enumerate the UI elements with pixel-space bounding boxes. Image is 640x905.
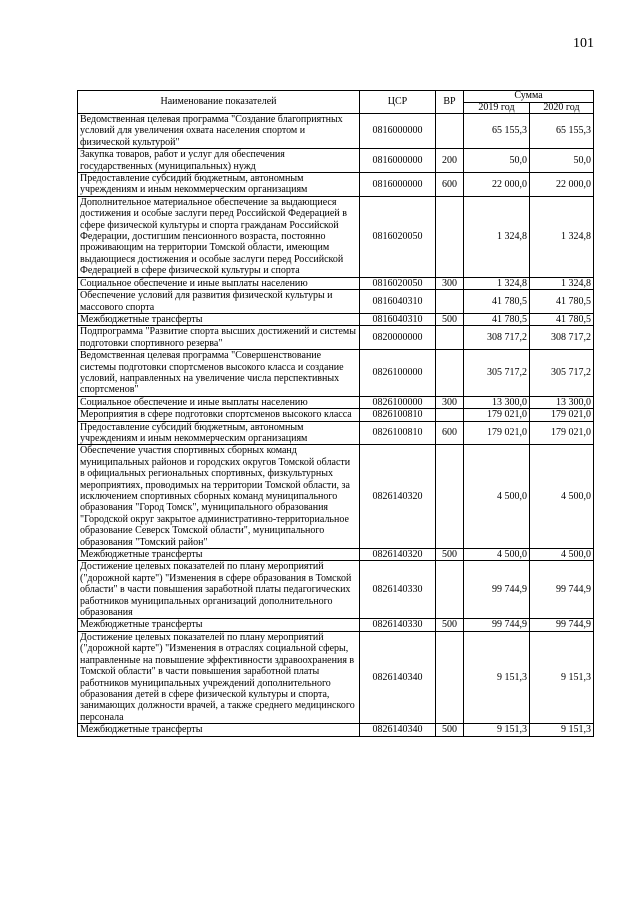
row-vr: 500: [436, 724, 464, 736]
table-row: [78, 549, 594, 561]
row-sum-2020: 22 000,0: [530, 173, 594, 197]
row-csr: 0826100000: [360, 396, 436, 408]
row-name: Достижение целевых показателей по плану мероприятий ("дорожной карте") "Изменения в сфере образования в Томской области" в части повышения заработной платы педагогических работников муниципальных организаций дополнительного образования: [78, 561, 360, 619]
row-csr: 0820000000: [360, 326, 436, 350]
table-row: [78, 149, 594, 173]
row-name: Межбюджетные трансферты: [78, 724, 360, 736]
row-sum-2019: 1 324,8: [464, 196, 530, 277]
header-sum: Сумма: [464, 91, 594, 103]
row-csr: 0826100810: [360, 421, 436, 445]
row-sum-2020: 1 324,8: [530, 277, 594, 289]
table-row: [78, 277, 594, 289]
header-name: Наименование показателей: [78, 91, 360, 114]
table-header: [78, 91, 594, 114]
row-vr: 600: [436, 421, 464, 445]
row-vr: [436, 350, 464, 397]
row-vr: [436, 196, 464, 277]
row-csr: 0826140320: [360, 549, 436, 561]
row-name: Предоставление субсидий бюджетным, автономным учреждениям и иным некоммерческим организациям: [78, 421, 360, 445]
row-sum-2020: 305 717,2: [530, 350, 594, 397]
row-sum-2019: 179 021,0: [464, 421, 530, 445]
row-sum-2020: 179 021,0: [530, 409, 594, 421]
row-sum-2019: 4 500,0: [464, 445, 530, 549]
row-vr: 300: [436, 277, 464, 289]
row-name: Межбюджетные трансферты: [78, 619, 360, 631]
row-vr: 500: [436, 313, 464, 325]
row-csr: 0826140340: [360, 631, 436, 723]
row-sum-2020: 41 780,5: [530, 313, 594, 325]
row-vr: [436, 561, 464, 619]
row-sum-2020: 99 744,9: [530, 561, 594, 619]
page-number: 101: [573, 36, 594, 51]
row-sum-2020: 4 500,0: [530, 445, 594, 549]
row-sum-2019: 9 151,3: [464, 631, 530, 723]
row-sum-2019: 308 717,2: [464, 326, 530, 350]
table-row: [78, 445, 594, 549]
row-sum-2019: 179 021,0: [464, 409, 530, 421]
table-row: [78, 290, 594, 314]
row-sum-2020: 50,0: [530, 149, 594, 173]
row-name: Обеспечение участия спортивных сборных команд муниципальных районов и городских округов Томской области в официальных региональных спортивных, физкультурных мероприятиях, проводимых на территории Томской области, за исключением спортивных сборных команд муниципального образования "Город Томск", муниципального образования "Городской округ закрытое административно-территориальное образование Северск Томской области", муниципального образования "Томский район": [78, 445, 360, 549]
table-row: [78, 114, 594, 149]
row-vr: [436, 114, 464, 149]
row-name: Достижение целевых показателей по плану мероприятий ("дорожной карте") "Изменения в отраслях социальной сферы, направленные на повышение эффективности здравоохранения в Томской области" в части повышения заработной платы работников муниципальных учреждений дополнительного образования детей в сфере физической культуры и спорта, занимающих должности врачей, а также среднего медицинского персонала: [78, 631, 360, 723]
row-sum-2020: 9 151,3: [530, 631, 594, 723]
row-sum-2019: 13 300,0: [464, 396, 530, 408]
row-vr: 600: [436, 173, 464, 197]
table-row: [78, 196, 594, 277]
row-csr: 0826140330: [360, 619, 436, 631]
header-year-2020: 2020 год: [530, 102, 594, 114]
row-csr: 0816000000: [360, 114, 436, 149]
table-row: [78, 313, 594, 325]
row-name: Ведомственная целевая программа "Совершенствование системы подготовки спортсменов высокого класса и создание условий, направленных на увеличение числа перспективных спортсменов": [78, 350, 360, 397]
row-vr: [436, 326, 464, 350]
header-vr: ВР: [436, 91, 464, 114]
row-name: Подпрограмма "Развитие спорта высших достижений и системы подготовки спортивного резерва": [78, 326, 360, 350]
row-sum-2019: 305 717,2: [464, 350, 530, 397]
row-sum-2019: 22 000,0: [464, 173, 530, 197]
row-csr: 0826140340: [360, 724, 436, 736]
row-vr: [436, 409, 464, 421]
table-row: [78, 326, 594, 350]
table-row: [78, 350, 594, 397]
row-sum-2020: 41 780,5: [530, 290, 594, 314]
table-row: [78, 561, 594, 619]
row-name: Предоставление субсидий бюджетным, автономным учреждениям и иным некоммерческим организациям: [78, 173, 360, 197]
row-name: Мероприятия в сфере подготовки спортсменов высокого класса: [78, 409, 360, 421]
row-name: Социальное обеспечение и иные выплаты населению: [78, 277, 360, 289]
budget-table: [77, 90, 594, 737]
row-name: Ведомственная целевая программа "Создание благоприятных условий для увеличения охвата населения спортом и физической культурой": [78, 114, 360, 149]
row-vr: [436, 290, 464, 314]
row-vr: [436, 631, 464, 723]
row-vr: 300: [436, 396, 464, 408]
table-row: [78, 396, 594, 408]
row-vr: [436, 445, 464, 549]
row-sum-2019: 4 500,0: [464, 549, 530, 561]
row-sum-2020: 1 324,8: [530, 196, 594, 277]
row-csr: 0816040310: [360, 290, 436, 314]
table-body: [78, 114, 594, 737]
header-year-2019: 2019 год: [464, 102, 530, 114]
row-sum-2019: 41 780,5: [464, 290, 530, 314]
row-sum-2019: 1 324,8: [464, 277, 530, 289]
row-name: Обеспечение условий для развития физической культуры и массового спорта: [78, 290, 360, 314]
row-name: Закупка товаров, работ и услуг для обеспечения государственных (муниципальных) нужд: [78, 149, 360, 173]
row-sum-2020: 9 151,3: [530, 724, 594, 736]
row-name: Межбюджетные трансферты: [78, 313, 360, 325]
table-row: [78, 619, 594, 631]
row-csr: 0816000000: [360, 173, 436, 197]
row-sum-2019: 41 780,5: [464, 313, 530, 325]
row-csr: 0826140320: [360, 445, 436, 549]
row-name: Дополнительное материальное обеспечение за выдающиеся достижения и особые заслуги перед Российской Федерацией в сфере физической культуры и спорта гражданам Российской Федерации, достигшим пенсионного возраста, постоянно проживающим на территории Томской области, имеющим выдающиеся достижения и особые заслуги перед Российской Федерацией в сфере физической культуры и спорта: [78, 196, 360, 277]
row-csr: 0826140330: [360, 561, 436, 619]
row-name: Социальное обеспечение и иные выплаты населению: [78, 396, 360, 408]
row-sum-2019: 99 744,9: [464, 561, 530, 619]
row-sum-2019: 9 151,3: [464, 724, 530, 736]
row-sum-2020: 13 300,0: [530, 396, 594, 408]
row-csr: 0826100810: [360, 409, 436, 421]
row-sum-2020: 308 717,2: [530, 326, 594, 350]
table-row: [78, 724, 594, 736]
row-vr: 500: [436, 619, 464, 631]
row-sum-2020: 65 155,3: [530, 114, 594, 149]
row-csr: 0816000000: [360, 149, 436, 173]
row-sum-2020: 99 744,9: [530, 619, 594, 631]
row-csr: 0826100000: [360, 350, 436, 397]
header-csr: ЦСР: [360, 91, 436, 114]
row-csr: 0816020050: [360, 277, 436, 289]
row-sum-2019: 99 744,9: [464, 619, 530, 631]
row-csr: 0816020050: [360, 196, 436, 277]
table-row: [78, 173, 594, 197]
row-sum-2020: 179 021,0: [530, 421, 594, 445]
table-row: [78, 631, 594, 723]
table-row: [78, 409, 594, 421]
row-csr: 0816040310: [360, 313, 436, 325]
row-vr: 500: [436, 549, 464, 561]
row-vr: 200: [436, 149, 464, 173]
row-sum-2019: 50,0: [464, 149, 530, 173]
row-name: Межбюджетные трансферты: [78, 549, 360, 561]
row-sum-2020: 4 500,0: [530, 549, 594, 561]
row-sum-2019: 65 155,3: [464, 114, 530, 149]
table-row: [78, 421, 594, 445]
